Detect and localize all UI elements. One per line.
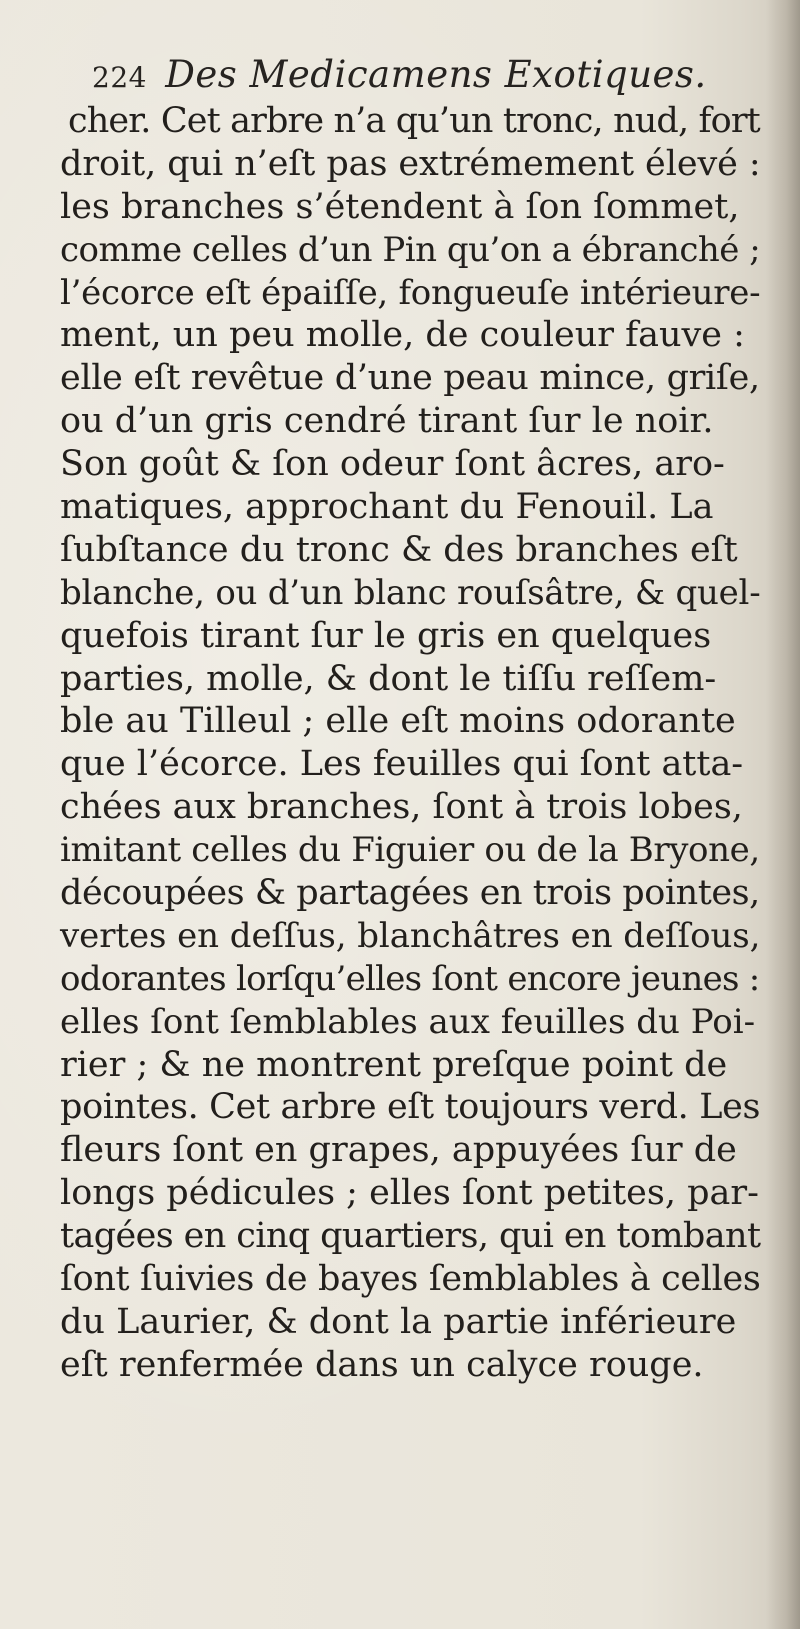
- text-line: parties, molle, & dont le tiſſu reſſem-: [60, 658, 717, 699]
- text-line: elles ſont ſemblables aux feuilles du Poi-: [60, 1001, 756, 1042]
- text-line: eſt renfermée dans un calyce rouge.: [60, 1344, 704, 1385]
- text-line: fleurs ſont en grapes, appuyées ſur de: [60, 1130, 737, 1171]
- text-line: odorantes lorſqu’elles ſont encore jeunes :: [60, 958, 760, 999]
- text-line: matiques, approchant du Fenouil. La: [60, 487, 714, 528]
- text-line: les branches s’étendent à ſon ſommet,: [60, 186, 740, 227]
- text-line: imitant celles du Figuier ou de la Bryone,: [60, 830, 760, 871]
- text-line: rier ; & ne montrent preſque point de: [60, 1044, 728, 1085]
- page-number: 224: [92, 61, 147, 94]
- text-line: elle eſt revêtue d’une peau mince, griſe,: [60, 358, 760, 399]
- text-line: pointes. Cet arbre eſt toujours verd. Les: [60, 1087, 761, 1128]
- page-edge-shadow: [766, 0, 800, 1629]
- text-line: ſubſtance du tronc & des branches eſt: [60, 529, 738, 570]
- running-header: [92, 50, 752, 100]
- text-line: découpées & partagées en trois pointes,: [60, 873, 760, 914]
- text-line: droit, qui n’eſt pas extrémement élevé :: [60, 143, 761, 184]
- running-title: Des Medicamens Exotiques.: [165, 53, 707, 96]
- text-line: chées aux branches, ſont à trois lobes,: [60, 787, 743, 828]
- text-line: ſont ſuivies de bayes ſemblables à celles: [60, 1259, 761, 1300]
- text-line: comme celles d’un Pin qu’on a ébranché ;: [60, 229, 761, 270]
- text-line: du Laurier, & dont la partie inférieure: [60, 1301, 737, 1342]
- text-line: cher. Cet arbre n’a qu’un tronc, nud, fort: [68, 101, 760, 141]
- text-line: vertes en deſſus, blanchâtres en deſſous,: [60, 915, 761, 956]
- text-line: tagées en cinq quartiers, qui en tombant: [60, 1216, 761, 1257]
- text-line: longs pédicules ; elles ſont petites, par-: [60, 1173, 759, 1214]
- text-line: ment, un peu molle, de couleur fauve :: [60, 315, 745, 356]
- text-line: ble au Tilleul ; elle eſt moins odorante: [60, 701, 736, 742]
- text-line: Son goût & ſon odeur ſont âcres, aro-: [60, 444, 725, 485]
- text-line: ou d’un gris cendré tirant ſur le noir.: [60, 401, 714, 442]
- text-line: blanche, ou d’un blanc rouſsâtre, & quel-: [60, 572, 761, 613]
- text-line: l’écorce eſt épaiſſe, fongueuſe intérieure-: [60, 272, 761, 313]
- text-line: que l’écorce. Les feuilles qui ſont atta-: [60, 744, 744, 785]
- text-line: quefois tirant ſur le gris en quelques: [60, 615, 712, 656]
- body-text: [60, 100, 760, 1387]
